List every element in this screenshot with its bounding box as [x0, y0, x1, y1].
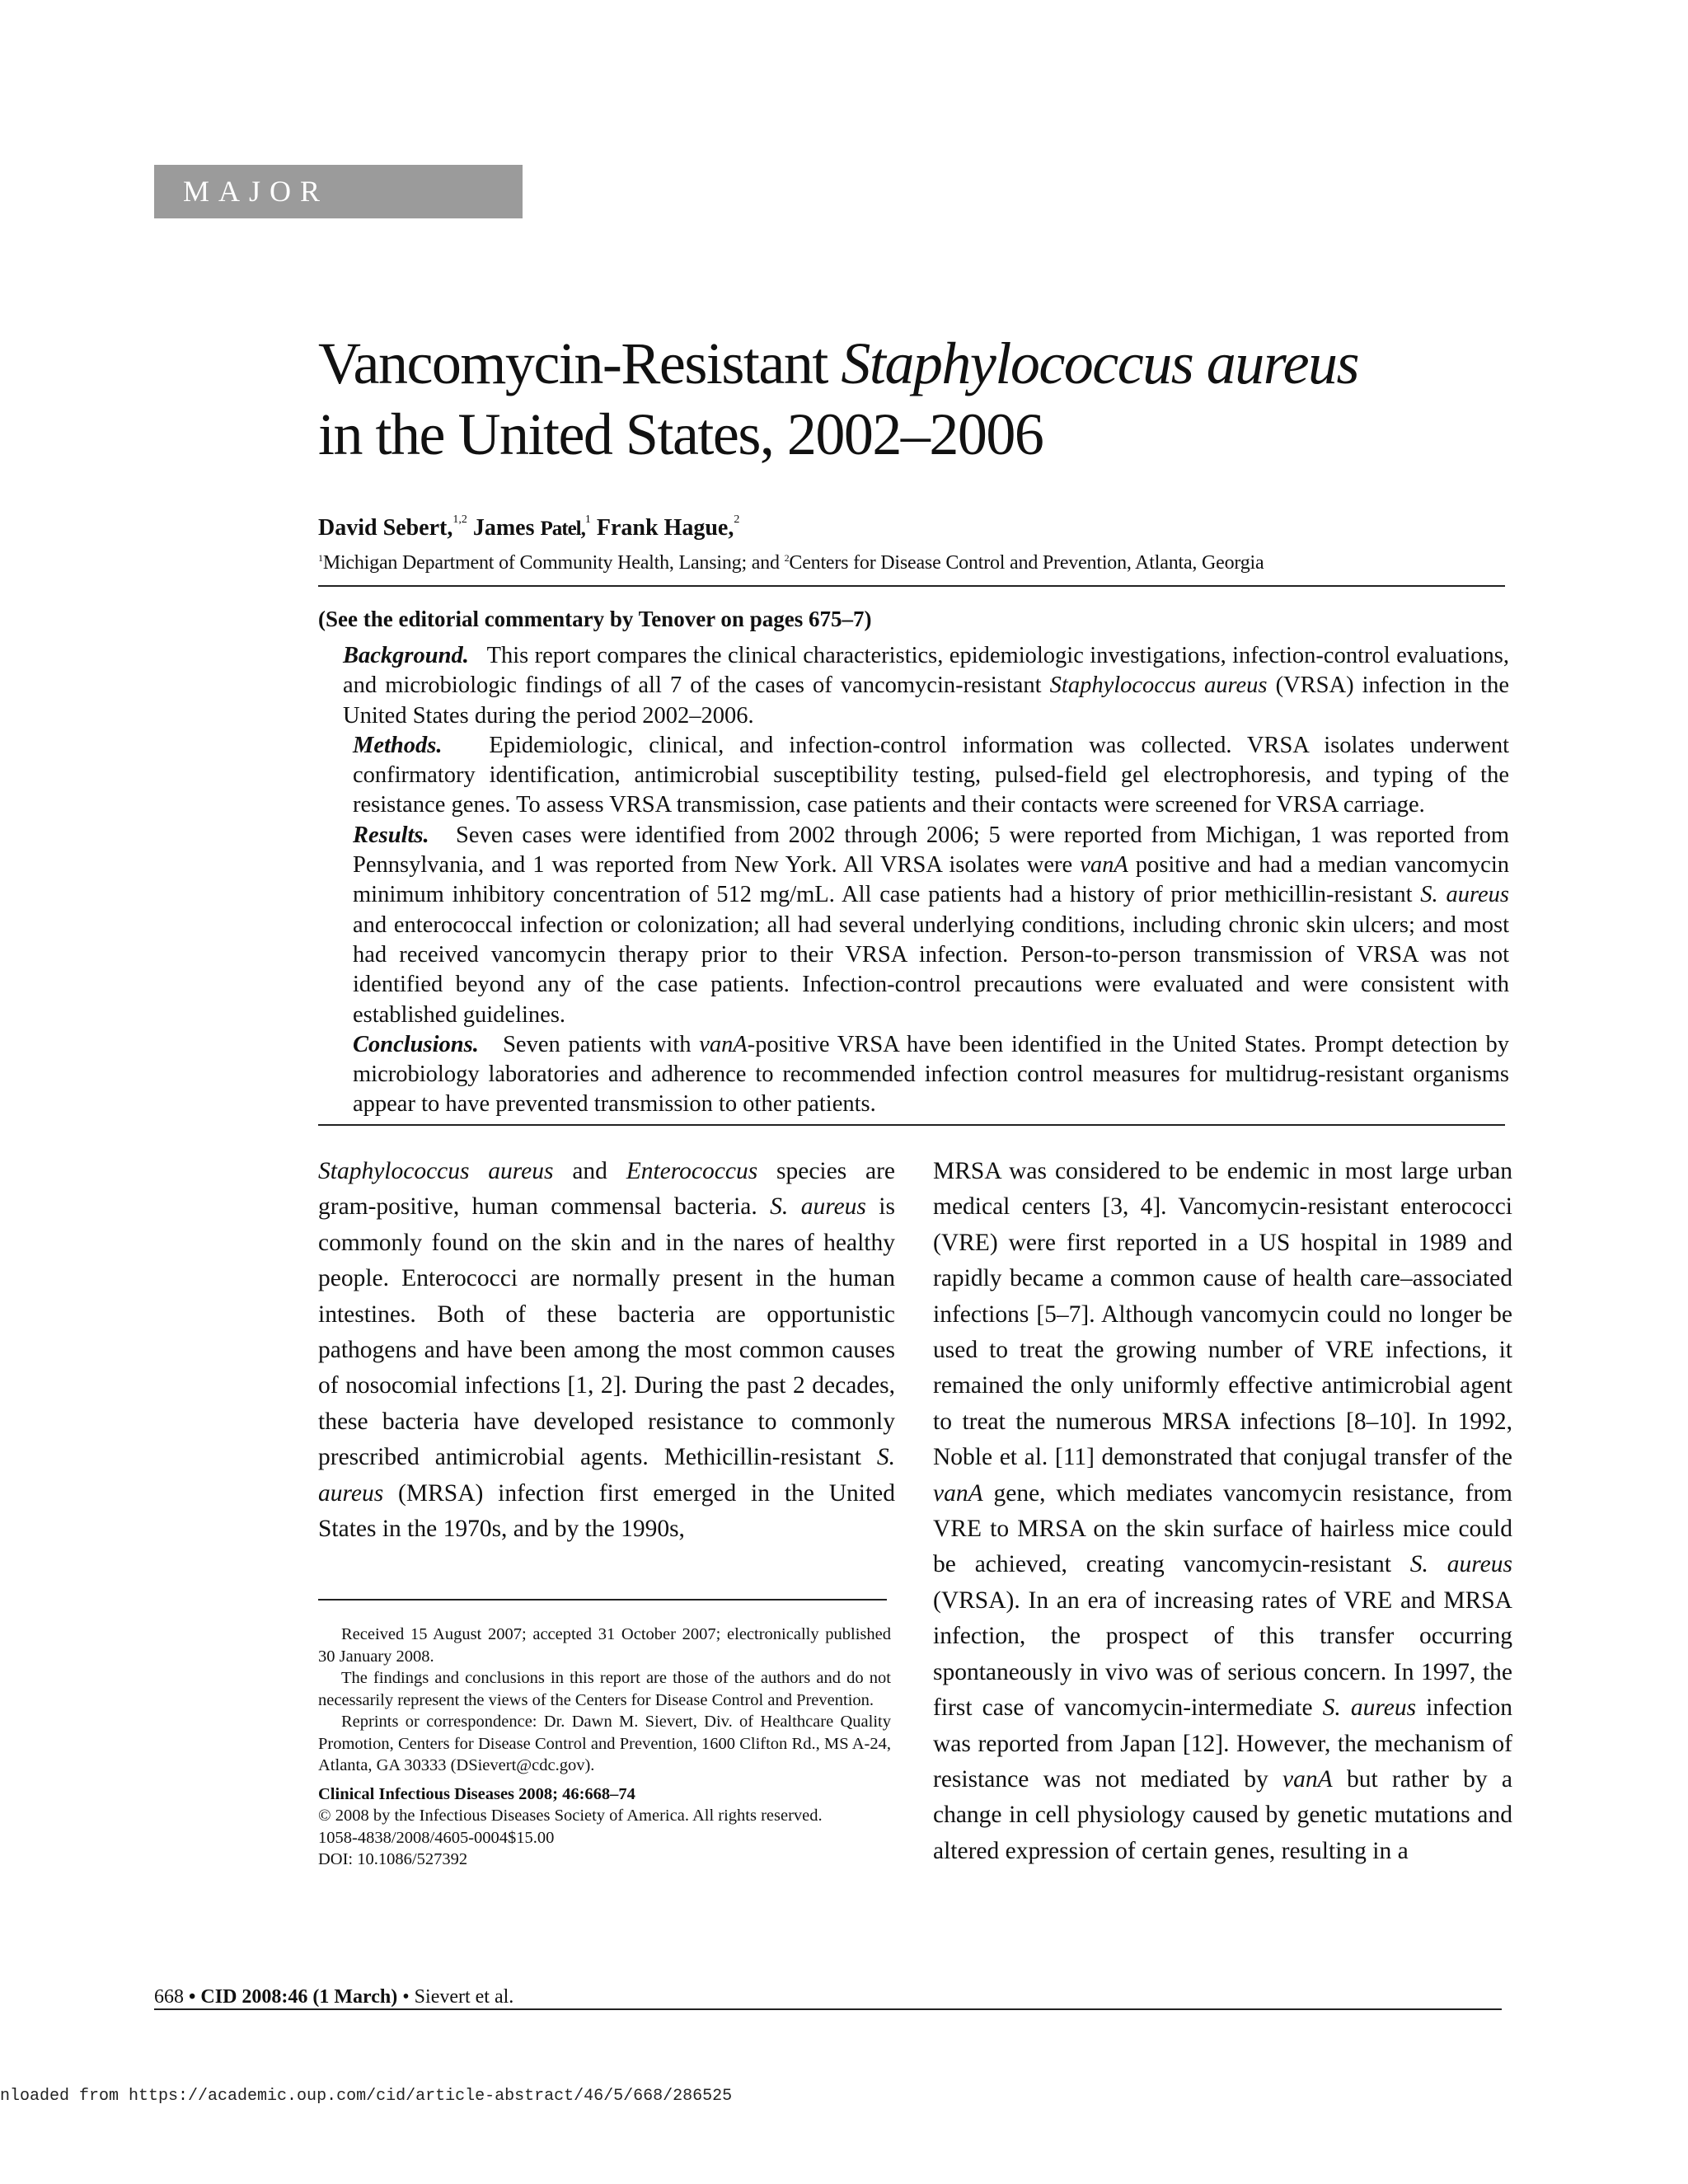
background-italic: Staphylococcus aureus — [1049, 673, 1268, 699]
footnotes — [318, 1624, 891, 1871]
abstract-results — [318, 821, 1509, 1030]
results-italic-1: vanA — [1080, 852, 1128, 879]
abstract — [318, 641, 1509, 1120]
results-text-3: and enterococcal infection or colonization; all had several underlying conditions, including chronic skin ulcers; and most had received vancomycin therapy prior to their VRSA infection. Person-to-person transmission of VRSA was not identified beyond any of the case patients. Infection-control precautions were evaluated and were consistent with established guidelines. — [353, 912, 1509, 1028]
footnote-copyright: © 2008 by the Infectious Diseases Society of America. All rights reserved. — [318, 1807, 823, 1825]
br-t4: infection was reported from Japan [12]. However, the mechanism of resistance was not mediated by — [933, 1694, 1512, 1793]
footnote-received: Received 15 August 2007; accepted 31 October 2007; electronically published 30 January 2008. — [318, 1625, 891, 1666]
page-footer — [154, 1986, 513, 2008]
author-1-affil: 1,2 — [452, 513, 467, 526]
conclusions-italic: vanA — [699, 1031, 748, 1057]
abstract-methods — [318, 731, 1509, 821]
editorial-note: (See the editorial commentary by Tenover on pages 675–7) — [318, 607, 872, 631]
author-2-first: James — [472, 515, 541, 541]
bl-t3: is commonly found on the skin and in the nares of healthy people. Enterococci are normally present in the human intestines. Both of these bacteria are opportunistic pathogens and have been among the most common causes of nosocomial infections [1, 2]. During the past 2 decades, these bacteria have developed resistance to commonly prescribed antimicrobial agents. Methicillin-resistant — [318, 1193, 895, 1471]
footnote-issn: 1058-4838/2008/4605-0004$15.00 — [318, 1828, 555, 1847]
methods-text: Epidemiologic, clinical, and infection-control information was collected. VRSA isolates underwent confirmatory identification, antimicrobial susceptibility testing, pulsed-field gel electrophoresis, and typing of the resistance genes. To assess VRSA transmission, case patients and their contacts were screened for VRSA carriage. — [353, 732, 1509, 818]
background-text-2: (VRSA) infection in the United States during the period 2002–2006. — [343, 673, 1509, 729]
author-1: David Sebert, — [318, 515, 453, 541]
br-t3: (VRSA). In an era of increasing rates of VRE and MRSA infection, the prospect of this transfer occurring spontaneously in vivo was of serious concern. In 1997, the first case of vancomycin-intermediate — [933, 1586, 1512, 1722]
affil-sup-1: 1 — [318, 552, 323, 564]
methods-label: Methods. — [353, 732, 443, 758]
footer-sep-2: • — [397, 1986, 415, 2008]
body-right-paragraph — [933, 1154, 1512, 1869]
bl-i4: S. aureus — [318, 1444, 895, 1507]
results-label: Results. — [353, 822, 429, 848]
page-number: 668 — [154, 1986, 184, 2008]
affiliations — [318, 552, 1264, 574]
br-t5: but rather by a change in cell physiology caused by genetic mutations and altered expression of certain genes, resulting in a — [933, 1765, 1512, 1864]
br-i4: vanA — [1282, 1765, 1333, 1793]
affil-sup-2: 2 — [784, 552, 790, 564]
body-column-left — [318, 1154, 895, 1547]
body-column-right — [933, 1154, 1512, 1869]
results-text-2: positive and had a median vancomycin minimum inhibitory concentration of 512 mg/mL. All case patients had a history of prior methicillin-resistant — [353, 852, 1509, 908]
author-3-affil: 2 — [734, 513, 740, 526]
body-left-paragraph — [318, 1154, 895, 1547]
br-i2: S. aureus — [1409, 1551, 1512, 1578]
bl-i1: Staphylococcus aureus — [318, 1158, 554, 1184]
footnote-doi: DOI: 10.1086/527392 — [318, 1850, 468, 1868]
br-i3: S. aureus — [1322, 1694, 1417, 1722]
bl-i3: S. aureus — [770, 1193, 866, 1221]
affil-1: Michigan Department of Community Health, Lansing; and — [322, 552, 785, 574]
conclusions-text-2: -positive VRSA have been identified in the United States. Prompt detection by microbiology laboratories and adherence to recommended infection control measures for multidrug-resistant organisms appear to have prevented transmission to other patients. — [353, 1031, 1509, 1118]
bl-t2: species are gram-positive, human commensal bacteria. — [318, 1158, 895, 1221]
affil-2: Centers for Disease Control and Prevention, Atlanta, Georgia — [789, 552, 1264, 574]
br-t1: MRSA was considered to be endemic in most large urban medical centers [3, 4]. Vancomycin-resistant enterococci (VRE) were first reported in a US hospital in 1989 and rapidly became a common cause of health care–associated infections [5–7]. Although vancomycin could no longer be used to treat the growing number of VRE infections, it remained the only uniformly effective antimicrobial agent to treat the numerous MRSA infections [8–10]. In 1992, Noble et al. [11] demonstrated that conjugal transfer of the — [933, 1158, 1512, 1471]
results-italic-2: S. aureus — [1420, 882, 1509, 908]
footnote-reprints: Reprints or correspondence: Dr. Dawn M. Sievert, Div. of Healthcare Quality Promotion, Centers for Disease Control and Prevention, 1600 Clifton Rd., MS A-24, Atlanta, GA 30333 (DSievert@cdc.gov). — [318, 1713, 891, 1774]
footnote-journal: Clinical Infectious Diseases 2008; 46:668–74 — [318, 1784, 635, 1803]
abstract-conclusions — [318, 1030, 1509, 1120]
download-watermark: nloaded from https://academic.oup.com/cid/article-abstract/46/5/668/286525 — [0, 2087, 733, 2106]
footnote-disclaimer: The findings and conclusions in this report are those of the authors and do not necessarily represent the views of the Centers for Disease Control and Prevention. — [318, 1669, 891, 1709]
author-list — [318, 515, 739, 541]
results-text-1: Seven cases were identified from 2002 through 2006; 5 were reported from Michigan, 1 was reported from Pennsylvania, and 1 was reported from New York. All VRSA isolates were — [353, 822, 1510, 879]
background-label: Background. — [343, 643, 469, 668]
article-title — [318, 328, 1554, 470]
title-line1-prefix: Vancomycin-Resistant — [318, 330, 842, 396]
author-2-last: Patel, — [540, 518, 585, 540]
footer-rule — [154, 2008, 1502, 2010]
abstract-background — [318, 641, 1509, 731]
bl-t4: (MRSA) infection first emerged in the United States in the 1970s, and by the 1990s, — [318, 1479, 895, 1543]
author-2-affil: 1 — [584, 513, 591, 526]
section-banner: MAJOR ARTICLE — [154, 165, 523, 218]
title-line2: in the United States, 2002–2006 — [318, 401, 1043, 467]
conclusions-label: Conclusions. — [353, 1031, 479, 1057]
bl-t1: and — [553, 1158, 626, 1184]
footer-sep-1: • — [184, 1986, 201, 2008]
footer-authors: Sievert et al. — [414, 1986, 514, 2008]
background-text-1: This report compares the clinical characteristics, epidemiologic investigations, infection-control evaluations, and microbiologic findings of all 7 of the cases of vancomycin-resistant — [343, 643, 1509, 699]
header-rule — [318, 585, 1505, 587]
abstract-rule — [318, 1124, 1505, 1126]
bl-i2: Enterococcus — [626, 1158, 758, 1184]
title-line1-italic: Staphylococcus aureus — [841, 330, 1359, 396]
author-3: Frank Hague, — [596, 515, 734, 541]
footnote-rule — [318, 1599, 887, 1601]
br-i1: vanA — [933, 1479, 983, 1507]
conclusions-text-1: Seven patients with — [503, 1031, 700, 1057]
footer-journal: CID 2008:46 (1 March) — [200, 1986, 398, 2008]
br-t2: gene, which mediates vancomycin resistance, from VRE to MRSA on the skin surface of hairless mice could be achieved, creating vancomycin-resistant — [933, 1479, 1512, 1578]
